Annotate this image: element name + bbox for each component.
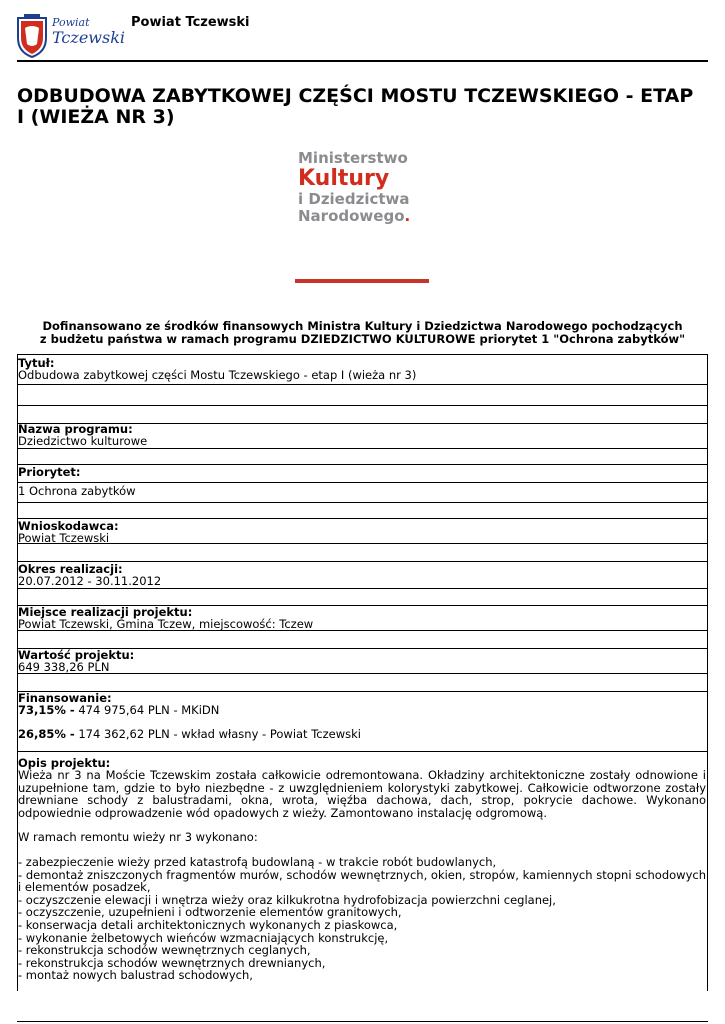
list-item: - konserwacja detali architektonicznych wykonanych z piaskowca, [18, 917, 398, 932]
value-place: Powiat Tczewski, Gmina Tczew, miejscowość: Tczew [18, 617, 314, 631]
list-item: - oczyszczenie, uzupełnieni i odtworzenie elementów granitowych, [18, 905, 402, 920]
footer-divider [17, 1021, 708, 1022]
funding-note-line1: Dofinansowano ze środków finansowych Ministra Kultury i Dziedzictwa Narodowego pochodzących [42, 319, 683, 333]
label-description: Opis projektu: [18, 756, 111, 770]
table-line [17, 518, 708, 519]
financing-item-2 [18, 728, 361, 741]
table-line [17, 384, 708, 385]
label-period: Okres realizacji: [18, 562, 123, 576]
funding-note [17, 320, 708, 346]
ministry-logo-line4-text: Narodowego [298, 207, 405, 225]
financing-item-1 [18, 704, 219, 717]
value-period: 20.07.2012 - 30.11.2012 [18, 574, 162, 588]
table-line [17, 691, 708, 692]
value-title: Odbudowa zabytkowej części Mostu Tczewskiego - etap I (wieża nr 3) [18, 368, 417, 382]
label-program: Nazwa programu: [18, 422, 133, 436]
logo-text-tczewski: Tczewski [52, 28, 126, 47]
funding-note-line2: z budżetu państwa w ramach programu DZIEDZICTWO KULTUROWE priorytet 1 "Ochrona zabytków" [39, 332, 686, 346]
value-applicant: Powiat Tczewski [18, 531, 110, 545]
header-divider [17, 60, 708, 62]
site-name: Powiat Tczewski [131, 15, 250, 30]
list-item: - wykonanie żelbetowych wieńców wzmacniających konstrukcję, [18, 930, 389, 945]
label-priority: Priorytet: [18, 465, 81, 479]
ministry-logo-dot: . [404, 207, 411, 225]
financing-item-1-pct: 73,15% - [18, 703, 75, 717]
list-item: - demontaż zniszczonych fragmentów murów, schodów wewnętrznych, okien, stropów, kamiennych stopni schodowych i elementów posadzek, [18, 867, 706, 895]
ministry-logo-line1: Ministerstwo [298, 149, 408, 167]
label-applicant: Wnioskodawca: [18, 519, 119, 533]
table-line [17, 588, 708, 589]
table-line [17, 502, 708, 503]
list-item: - montaż nowych balustrad schodowych, [18, 968, 253, 983]
page-title: ODBUDOWA ZABYTKOWEJ CZĘŚCI MOSTU TCZEWSKIEGO - ETAP I (WIEŻA NR 3) [17, 85, 694, 128]
description-paragraph: Wieża nr 3 na Moście Tczewskim została całkowicie odremontowana. Okładziny architektoniczne zostały odnowione i uzupełnione tam, gdzie to było niezbędne - z uwzględnieniem kolorystyki zabytkowej. Całkowicie odtworzone zostały drewniane schody z balustradami, okna, wrota, więźba dachowa, dach, strop, pokrycie dachowe. Wykonano odpowiednie odprowadzenie wód opadowych z wieży. Zamontowano instalację odgromową. [18, 768, 706, 820]
project-description [18, 769, 706, 982]
table-line [17, 464, 708, 465]
coat-of-arms-icon [16, 14, 48, 58]
list-item: - rekonstrukcja schodów wewnętrznych ceglanych, [18, 943, 311, 958]
ministry-logo-bar [295, 279, 429, 283]
financing-item-1-text: 474 975,64 PLN - MKiDN [74, 703, 220, 717]
table-line [17, 405, 708, 406]
ministry-logo [293, 150, 431, 290]
value-priority: 1 Ochrona zabytków [18, 484, 136, 498]
description-intro: W ramach remontu wieży nr 3 wykonano: [18, 830, 258, 845]
list-item: - oczyszczenie elewacji i wnętrza wieży oraz kilkukrotna hydrofobizacja powierzchni ceglanej, [18, 892, 556, 907]
list-item: - rekonstrukcja schodów wewnętrznych drewnianych, [18, 955, 326, 970]
ministry-logo-line4 [298, 208, 410, 225]
table-line [17, 448, 708, 449]
label-place: Miejsce realizacji projektu: [18, 605, 193, 619]
label-financing: Finansowanie: [18, 691, 112, 705]
list-item: - zabezpieczenie wieży przed katastrofą budowlaną - w trakcie robót budowlanych, [18, 854, 497, 869]
label-project-value: Wartość projektu: [18, 648, 135, 662]
ministry-logo-line3: i Dziedzictwa [298, 190, 410, 208]
label-title: Tytuł: [18, 356, 55, 370]
ministry-logo-line2: Kultury [298, 166, 390, 191]
table-line [17, 543, 708, 544]
table-line [17, 673, 708, 674]
powiat-logo[interactable] [16, 14, 126, 58]
table-line [17, 482, 708, 483]
table-line [17, 751, 708, 752]
logo-text-powiat: Powiat [52, 16, 90, 29]
financing-item-2-pct: 26,85% - [18, 727, 75, 741]
value-project-value: 649 338,26 PLN [18, 660, 110, 674]
table-line [17, 354, 708, 355]
value-program: Dziedzictwo kulturowe [18, 434, 148, 448]
financing-item-2-text: 174 362,62 PLN - wkład własny - Powiat Tczewski [74, 727, 361, 741]
